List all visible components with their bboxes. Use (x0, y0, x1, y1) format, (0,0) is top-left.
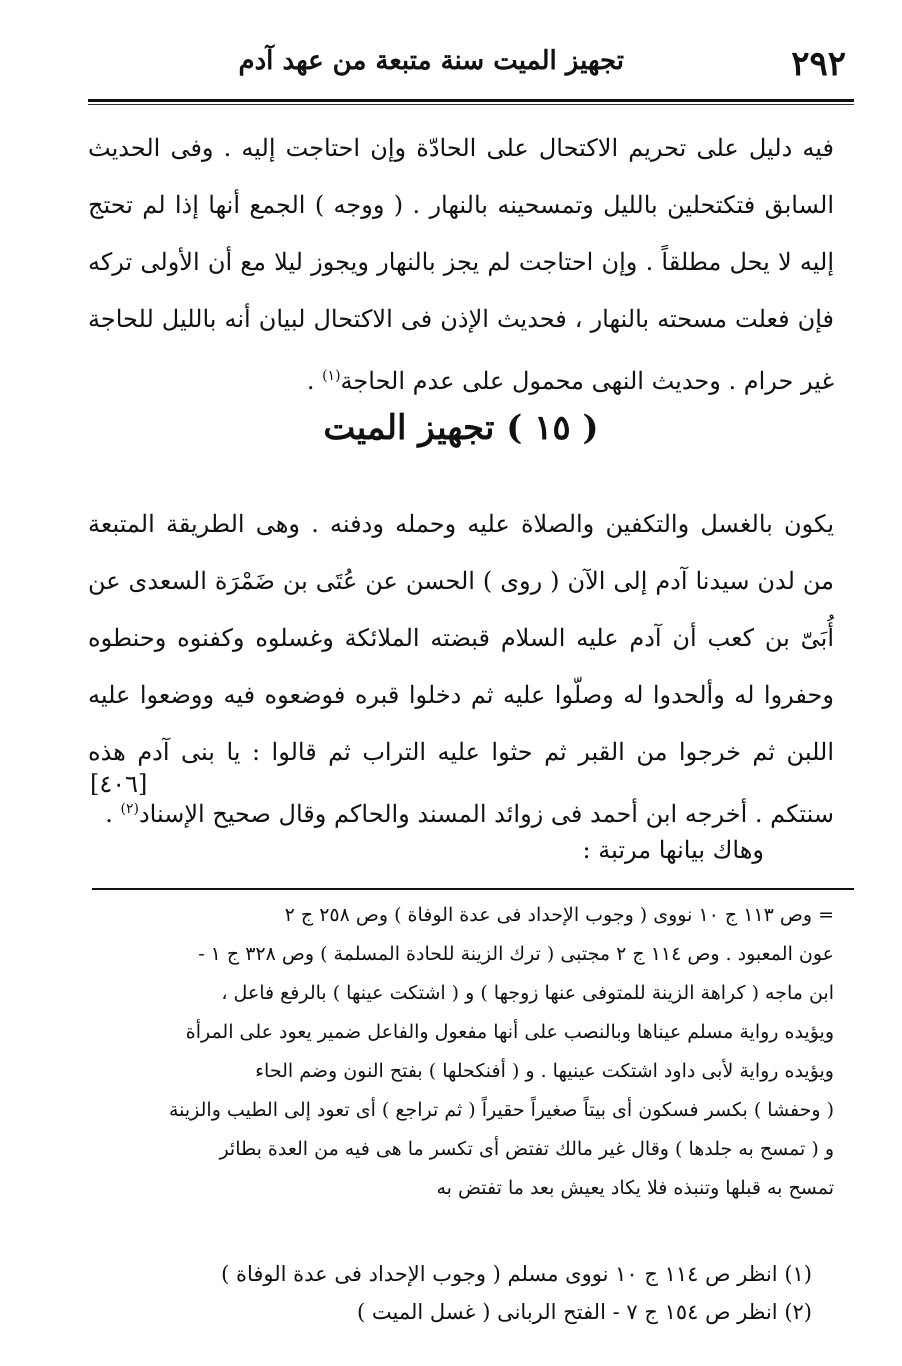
footnote-line: تمسح به قبلها وتنبذه فلا يكاد يعيش بعد ما تفتض به (436, 1177, 834, 1199)
footnote-line: = وص ١١٣ ج ١٠ نووى ( وجوب الإحداد فى عدة الوفاة ) وص ٢٥٨ ج ٢ (284, 904, 834, 926)
main-end: . (105, 800, 121, 828)
main-paragraph (88, 496, 834, 843)
footnote-2: (٢) انظر ص ١٥٤ ج ٧ - الفتح الربانى ( غسل الميت ) (357, 1300, 812, 1324)
footnote-line: ( وحفشا ) بكسر فسكون أى بيتاً صغيراً حقيراً ( ثم تراجع ) أى تعود إلى الطيب والزينة (168, 1099, 834, 1121)
following-line: وهاك بيانها مرتبة : (582, 836, 764, 864)
page-number: ٢٩٢ (791, 44, 846, 84)
section-heading: ( ١٥ ) تجهيز الميت (323, 408, 599, 448)
header-rule-thin (88, 104, 854, 105)
footnote-separator (92, 888, 854, 890)
intro-paragraph (88, 120, 834, 410)
footnote-line: ويؤيده رواية لأبى داود اشتكت عينيها . و ( أفنكحلها ) بفتح النون وضم الحاء (255, 1060, 834, 1082)
intro-text: فيه دليل على تحريم الاكتحال على الحادّة وإن احتاجت إليه . وفى الحديث السابق فتكتحلين بالليل وتمسحينه بالنهار . ( ووجه ) الجمع أنها إذا لم تحتج إليه لا يحل مطلقاً . وإن احتاجت لم يجز بالنهار ويجوز ليلا مع أن الأولى تركه فإن فعلت مسحته بالنهار ، فحديث الإذن فى الاكتحال لبيان أنه بالليل للحاجة غير حرام . وحديث النهى محمول على عدم الحاجة (88, 134, 834, 395)
hadith-reference-number: [٤٠٦] (90, 770, 148, 798)
header-rule (88, 99, 854, 102)
footnote-line: ابن ماجه ( كراهة الزينة للمتوفى عنها زوجها ) و ( اشتكت عينها ) بالرفع فاعل ، (221, 982, 834, 1004)
footnote-line: عون المعبود . وص ١١٤ ج ٢ مجتبى ( ترك الزينة للحادة المسلمة ) وص ٣٢٨ ج ١ - (198, 943, 834, 965)
footnote-line: و ( تمسح به جلدها ) وقال غير مالك تفتض أى تكسر ما هى فيه من العدة بطائر (219, 1138, 834, 1160)
footnote-continuation (88, 896, 834, 1208)
footnote-1: (١) انظر ص ١١٤ ج ١٠ نووى مسلم ( وجوب الإحداد فى عدة الوفاة ) (221, 1262, 812, 1286)
footnote-marker-2: (٢) (120, 801, 139, 817)
main-text: يكون بالغسل والتكفين والصلاة عليه وحمله ودفنه . وهى الطريقة المتبعة من لدن سيدنا آدم إلى الآن ( روى ) الحسن عن عُتَى بن ضَمْرَة السعدى عن أُبَىّ بن كعب أن آدم عليه السلام قبضته الملائكة وغسلوه وكفنوه وحنطوه وحفروا له وألحدوا له وصلّوا عليه ثم دخلوا قبره فوضعوه فيه ووضعوا عليه اللبن ثم خرجوا من القبر ثم حثوا عليه التراب ثم قالوا : يا بنى آدم هذه سنتكم . أخرجه ابن أحمد فى زوائد المسند والحاكم وقال صحيح الإسناد (88, 510, 834, 828)
footnote-marker-1: (١) (322, 368, 341, 384)
intro-end: . (306, 367, 323, 395)
running-title: تجهيز الميت سنة متبعة من عهد آدم (238, 46, 624, 76)
footnote-line: ويؤيده رواية مسلم عيناها وبالنصب على أنها مفعول والفاعل ضمير يعود على المرأة (185, 1021, 834, 1043)
page-header (88, 38, 854, 94)
